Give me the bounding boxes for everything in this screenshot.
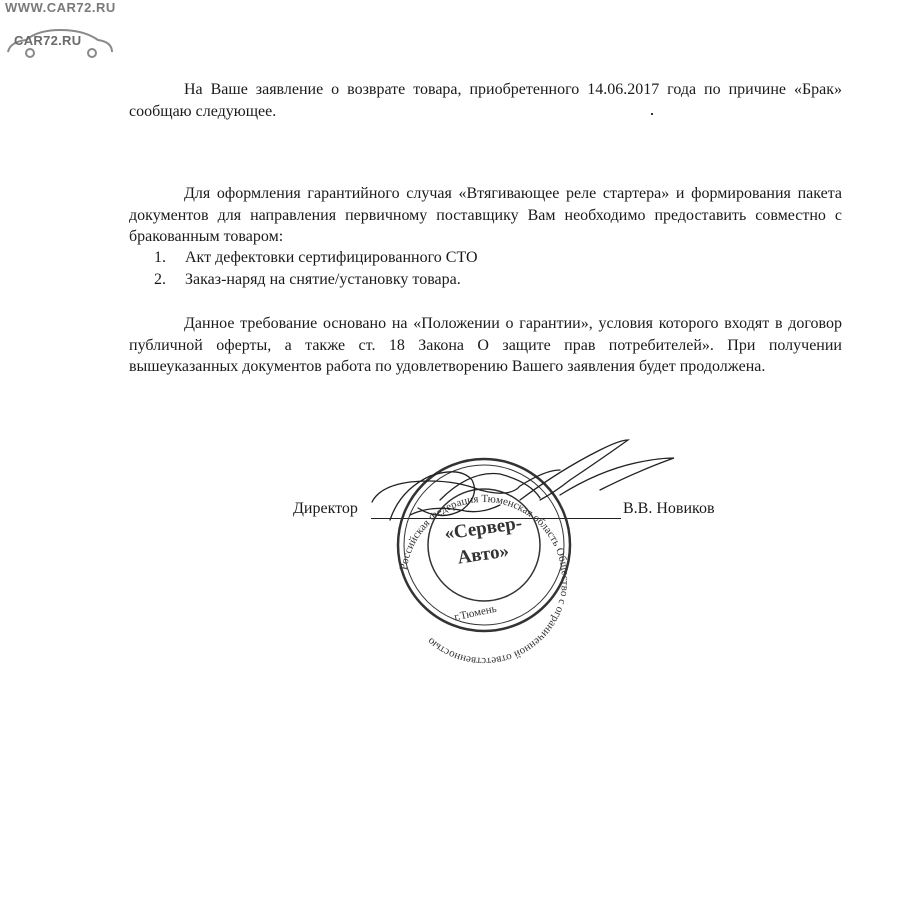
signature-position: Директор bbox=[293, 500, 358, 517]
required-documents-list bbox=[154, 247, 478, 290]
stamp-company-line1: «Сервер- bbox=[443, 512, 524, 545]
list-item-text: Заказ-наряд на снятие/установку товара. bbox=[185, 270, 461, 288]
stamp-city: г.Тюмень bbox=[453, 602, 498, 624]
stamp-ring-text: Российская Федерация Тюменская область Общество с ограниченной ответственностью bbox=[397, 492, 572, 668]
list-item bbox=[154, 269, 478, 291]
paragraph-requirements: Для оформления гарантийного случая «Втягивающее реле стартера» и формирования пакета документов для направления первичному поставщику Вам необходимо предоставить совместно с бракованным товаром: bbox=[129, 185, 842, 245]
list-item bbox=[154, 247, 478, 269]
stamp-company-line2: Авто» bbox=[456, 540, 511, 569]
paragraph-intro: На Ваше заявление о возврате товара, приобретенного 14.06.2017 года по причине «Брак» сообщаю следующее. bbox=[129, 81, 842, 120]
watermark-logo-text: CAR72.RU bbox=[14, 33, 82, 48]
signature-name: В.В. Новиков bbox=[623, 500, 715, 517]
stamp-rings bbox=[398, 459, 570, 631]
paragraph-basis: Данное требование основано на «Положении о гарантии», условия которого входят в договор публичной оферты, а также ст. 18 Закона О защите прав потребителей». При получении вышеуказанных документов работа по удовлетворению Вашего заявления будет продолжена. bbox=[129, 315, 842, 375]
list-item-text: Акт дефектовки сертифицированного СТО bbox=[185, 249, 478, 266]
watermark-site-text: WWW.CAR72.RU bbox=[5, 0, 116, 15]
signature-line bbox=[371, 518, 621, 519]
ink-dot bbox=[651, 113, 653, 115]
list-item-number: 2. bbox=[154, 270, 166, 288]
watermark bbox=[0, 0, 140, 60]
list-item-number: 1. bbox=[154, 249, 166, 266]
